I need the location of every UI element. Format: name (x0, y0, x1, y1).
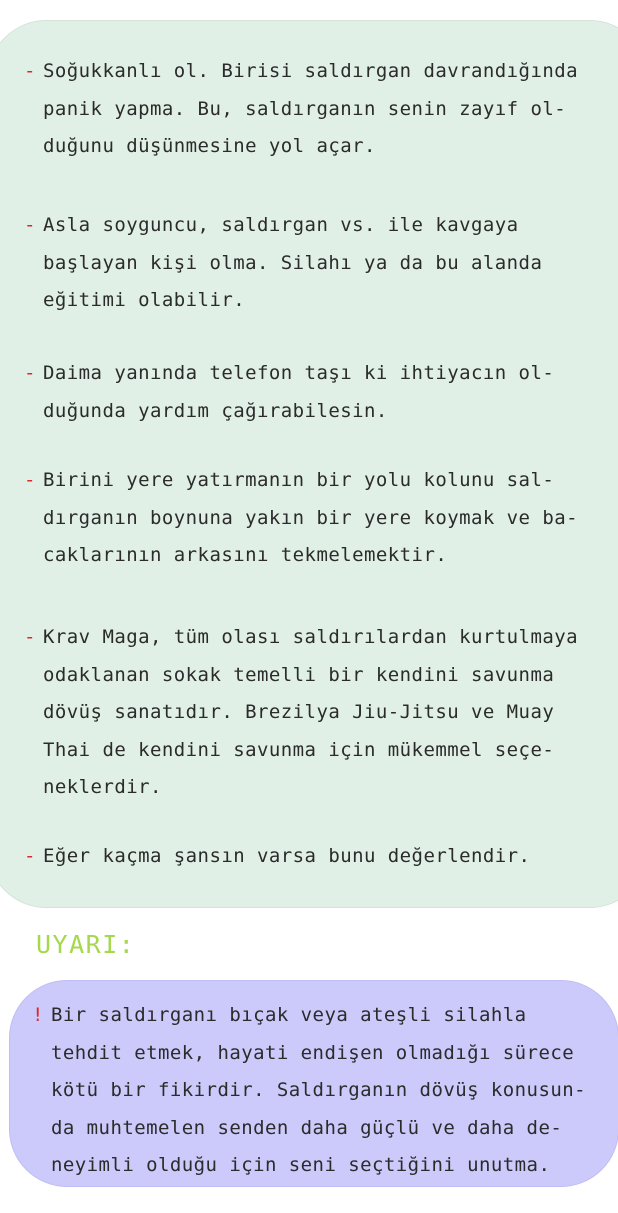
dash-bullet-icon: - (24, 469, 36, 491)
tip-item (24, 207, 616, 320)
warning-line: Bir saldırganı bıçak veya ateşli silahla (51, 1004, 527, 1026)
tip-line: Birini yere yatırmanın bir yolu kolunu sal- (43, 469, 555, 491)
exclamation-icon: ! (32, 1004, 44, 1026)
dash-bullet-icon: - (24, 60, 36, 82)
warning-title: UYARI: (36, 930, 136, 959)
tip-line: eğitimi olabilir. (43, 289, 246, 311)
warning-line: neyimli olduğu için seni seçtiğini unutma. (51, 1154, 551, 1176)
tip-line: Thai de kendini savunma için mükemmel seçe- (43, 738, 555, 761)
tip-line: Eğer kaçma şansın varsa bunu değerlendir. (43, 845, 531, 867)
tip-line: duğunu düşünmesine yol açar. (43, 135, 376, 157)
tip-line: Daima yanında telefon taşı ki ihtiyacın ol- (43, 362, 555, 384)
warning-line: kötü bir fikirdir. Saldırganın dövüş konusun- (51, 1079, 587, 1101)
tip-line: Asla soyguncu, saldırgan vs. ile kavgaya (43, 214, 519, 236)
tip-item (24, 53, 616, 166)
tip-line: odaklanan sokak temelli bir kendini savunma (43, 663, 555, 686)
tip-item (24, 355, 616, 430)
tip-line: dövüş sanatıdır. Brezilya Jiu-Jitsu ve Muay (43, 701, 555, 723)
tip-line: panik yapma. Bu, saldırganın senin zayıf ol- (43, 97, 567, 120)
tip-line: dırganın boynuna yakın bir yere koymak ve ba- (43, 506, 579, 529)
warning-line: da muhtemelen senden daha güçlü ve daha de- (51, 1116, 563, 1139)
tip-item (24, 619, 616, 807)
warning-text (32, 997, 618, 1185)
tip-line: duğunda yardım çağırabilesin. (43, 399, 388, 422)
tip-item (24, 462, 616, 575)
dash-bullet-icon: - (24, 362, 36, 384)
warning-line: tehdit etmek, hayati endişen olmadığı sürece (51, 1041, 575, 1064)
tip-line: Soğukkanlı ol. Birisi saldırgan davrandığında (43, 60, 579, 82)
tip-line: başlayan kişi olma. Silahı ya da bu alanda (43, 251, 543, 274)
dash-bullet-icon: - (24, 214, 36, 236)
tip-line: neklerdir. (43, 776, 162, 798)
tip-item (24, 838, 616, 876)
dash-bullet-icon: - (24, 626, 36, 648)
dash-bullet-icon: - (24, 845, 36, 867)
tip-line: caklarının arkasını tekmelemektir. (43, 544, 448, 566)
tip-line: Krav Maga, tüm olası saldırılardan kurtulmaya (43, 626, 579, 648)
